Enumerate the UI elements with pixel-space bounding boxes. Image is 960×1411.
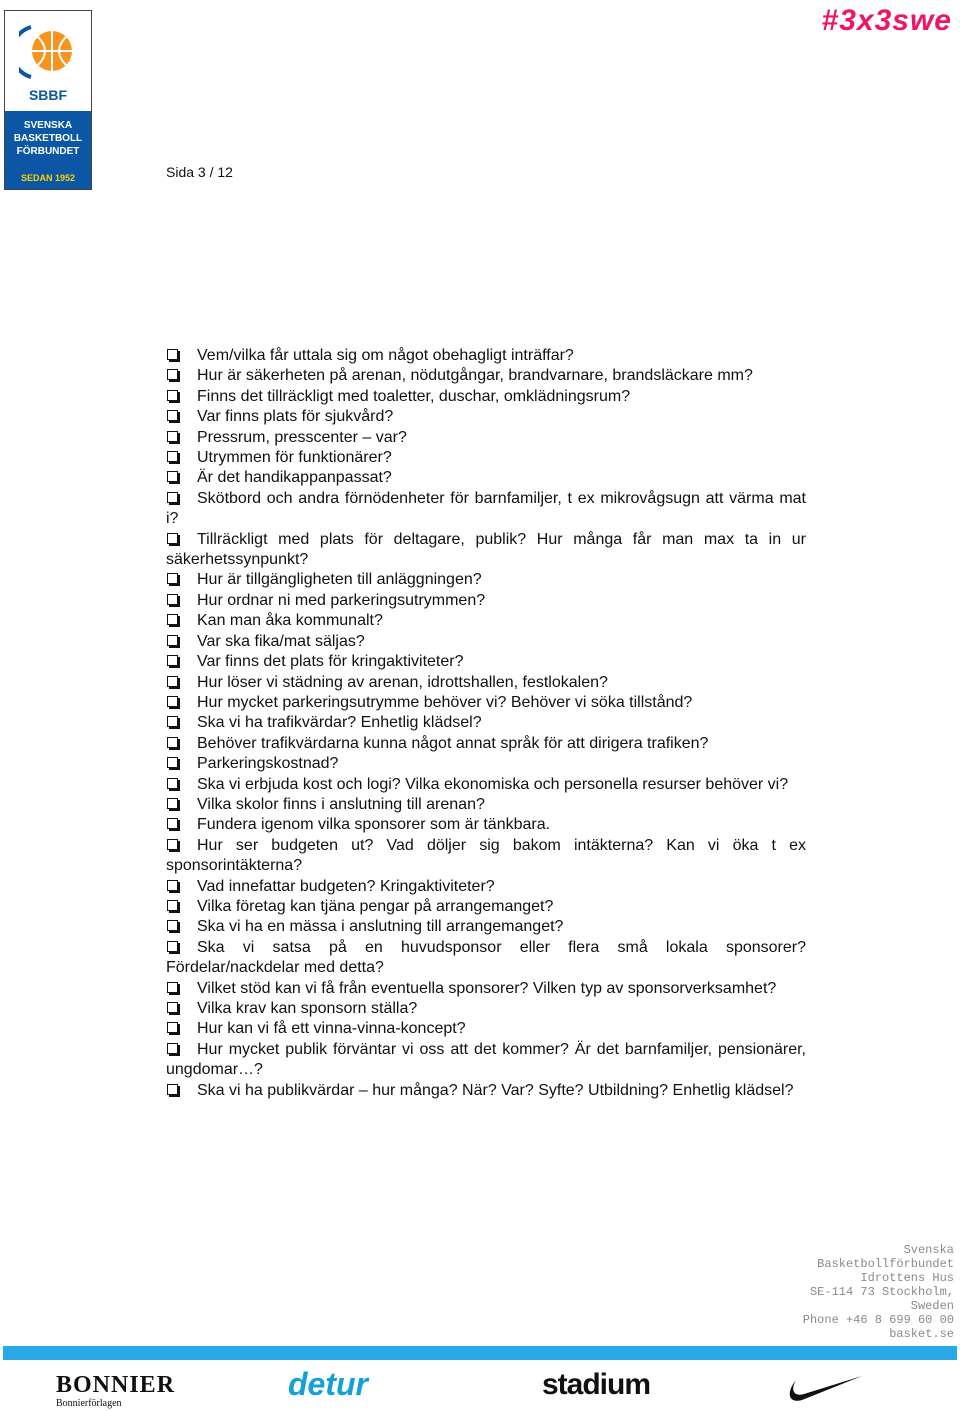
checkbox-icon xyxy=(167,614,178,625)
checklist-item xyxy=(166,734,806,754)
checklist-item-text: Ska vi ha publikvärdar – hur många? När? Var? Syfte? Utbildning? Enhetlig klädsel? xyxy=(197,1081,794,1099)
checklist-item xyxy=(166,1040,806,1081)
sponsor-stadium-logo: stadium xyxy=(542,1368,651,1401)
bonnier-wordmark: BONNIER xyxy=(56,1372,176,1398)
checklist-item-text: Ska vi ha en mässa i anslutning till arrangemanget? xyxy=(197,918,564,936)
checklist-item xyxy=(166,877,806,897)
hashtag: #3x3swe xyxy=(821,4,952,37)
checkbox-icon xyxy=(167,573,178,584)
checklist-item xyxy=(166,836,806,877)
checklist-item-text: Hur är säkerheten på arenan, nödutgångar, brandvarnare, brandsläckare mm? xyxy=(197,367,753,385)
checklist-item-text: Ska vi ha trafikvärdar? Enhetlig klädsel? xyxy=(197,714,482,732)
checklist-item-text: Vem/vilka får uttala sig om något obehagligt inträffar? xyxy=(197,347,574,364)
checklist-item xyxy=(166,530,806,571)
checkbox-icon xyxy=(167,839,178,850)
address-phone: Phone +46 8 699 60 00 xyxy=(802,1313,954,1327)
checkbox-icon xyxy=(167,696,178,707)
logo-name-line: FÖRBUNDET xyxy=(16,146,80,157)
page-number: Sida 3 / 12 xyxy=(166,164,233,180)
logo-name xyxy=(5,119,91,158)
checkbox-icon xyxy=(167,1022,178,1033)
checklist-item-text: Hur är tillgängligheten till anläggningen? xyxy=(197,571,482,589)
checklist-item-text: Vad innefattar budgeten? Kringaktiviteter? xyxy=(197,877,495,895)
address-line: Basketbollförbundet xyxy=(817,1257,954,1271)
checkbox-icon xyxy=(167,369,178,380)
checklist-item xyxy=(166,815,806,835)
checklist-item-text: Tillräckligt med plats för deltagare, publik? Hur många får man max ta in ur säkerhetssynpunkt? xyxy=(166,530,806,569)
address-line: Idrottens Hus xyxy=(860,1271,954,1285)
checklist-item-text: Hur ser budgeten ut? Vad döljer sig bakom intäkterna? Kan vi öka t ex sponsorintäkterna? xyxy=(166,836,806,875)
checkbox-icon xyxy=(167,941,178,952)
checklist-item-text: Skötbord och andra förnödenheter för barnfamiljer, t ex mikrovågsugn att värma mat i? xyxy=(166,489,806,528)
checkbox-icon xyxy=(167,880,178,891)
footer-divider xyxy=(3,1346,957,1360)
checklist-item-text: Vilka skolor finns i anslutning till arenan? xyxy=(197,795,485,813)
sponsor-bonnier-logo xyxy=(56,1372,175,1409)
checklist-item-text: Hur mycket publik förväntar vi oss att det kommer? Är det barnfamiljer, pensionärer, ungdomar…? xyxy=(166,1040,806,1079)
checkbox-icon xyxy=(167,818,178,829)
checklist-item xyxy=(166,407,806,427)
sponsor-detur-logo: detur xyxy=(288,1366,368,1402)
checklist-item-text: Utrymmen för funktionärer? xyxy=(197,449,392,467)
address-line: Svenska xyxy=(903,1243,954,1257)
checklist-item xyxy=(166,795,806,815)
checkbox-icon xyxy=(167,900,178,911)
checklist-item-text: Finns det tillräckligt med toaletter, duschar, omklädningsrum? xyxy=(197,387,631,405)
checkbox-icon xyxy=(167,594,178,605)
checklist-item xyxy=(166,468,806,488)
checkbox-icon xyxy=(167,737,178,748)
checklist-item xyxy=(166,673,806,693)
checklist-item-text: Hur löser vi städning av arenan, idrottshallen, festlokalen? xyxy=(197,673,608,691)
bonnier-subtitle: Bonnierförlagen xyxy=(56,1398,122,1409)
sbbf-logo xyxy=(4,10,92,190)
checklist-item-text: Fundera igenom vilka sponsorer som är tänkbara. xyxy=(197,816,551,834)
checklist-item xyxy=(166,570,806,590)
checkbox-icon xyxy=(167,676,178,687)
checklist-item-text: Ska vi satsa på en huvudsponsor eller flera små lokala sponsorer? Fördelar/nackdelar med detta? xyxy=(166,938,806,977)
checklist-item xyxy=(166,897,806,917)
checklist-item xyxy=(166,754,806,774)
checklist-item-text: Hur ordnar ni med parkeringsutrymmen? xyxy=(197,591,486,609)
checkbox-icon xyxy=(167,655,178,666)
nike-swoosh-icon xyxy=(784,1372,864,1406)
checklist-item xyxy=(166,693,806,713)
checklist-item xyxy=(166,775,806,795)
checklist-item-text: Hur kan vi få ett vinna-vinna-koncept? xyxy=(197,1020,466,1038)
checkbox-icon xyxy=(167,492,178,503)
checkbox-icon xyxy=(167,635,178,646)
checkbox-icon xyxy=(167,471,178,482)
address-line: SE-114 73 Stockholm, xyxy=(809,1285,954,1299)
logo-name-line: SVENSKA xyxy=(23,120,73,131)
checklist-item xyxy=(166,999,806,1019)
checkbox-icon xyxy=(167,410,178,421)
checklist-item-text: Var finns det plats för kringaktiviteter? xyxy=(197,653,464,671)
checklist-item xyxy=(166,713,806,733)
checklist-item xyxy=(166,611,806,631)
checklist-item xyxy=(166,1081,806,1101)
checkbox-icon xyxy=(167,1002,178,1013)
checklist-item-text: Vilket stöd kan vi få från eventuella sponsorer? Vilken typ av sponsorverksamhet? xyxy=(197,979,777,997)
checkbox-icon xyxy=(167,431,178,442)
checklist-item xyxy=(166,979,806,999)
checklist-item xyxy=(166,387,806,407)
checklist-item-text: Ska vi erbjuda kost och logi? Vilka ekonomiska och personella resurser behöver vi? xyxy=(197,775,789,793)
checklist-item-text: Är det handikappanpassat? xyxy=(197,469,392,487)
checklist-item xyxy=(166,1019,806,1039)
checkbox-icon xyxy=(167,757,178,768)
checkbox-icon xyxy=(167,533,178,544)
checkbox-icon xyxy=(167,1084,178,1095)
checklist-item xyxy=(166,632,806,652)
checklist-item-text: Vilka krav kan sponsorn ställa? xyxy=(197,1000,418,1017)
logo-since: SEDAN 1952 xyxy=(20,173,76,183)
checklist-item xyxy=(166,917,806,937)
logo-name-line: BASKETBOLL xyxy=(13,133,83,144)
checklist-item xyxy=(166,938,806,979)
checkbox-icon xyxy=(167,982,178,993)
checklist-item-text: Var finns plats för sjukvård? xyxy=(197,408,394,426)
checkbox-icon xyxy=(167,451,178,462)
checklist-item xyxy=(166,448,806,468)
checklist-item xyxy=(166,428,806,448)
checkbox-icon xyxy=(167,920,178,931)
checklist-item-text: Parkeringskostnad? xyxy=(197,755,339,773)
footer-address xyxy=(803,1243,954,1341)
checklist-item-text: Pressrum, presscenter – var? xyxy=(197,428,407,446)
sponsor-nike-logo xyxy=(784,1372,864,1411)
checklist-item xyxy=(166,652,806,672)
checklist-item-text: Behöver trafikvärdarna kunna något annat språk för att dirigera trafiken? xyxy=(197,734,709,752)
checklist-item xyxy=(166,366,806,386)
address-line: Sweden xyxy=(910,1299,954,1313)
checklist xyxy=(166,346,806,1101)
checkbox-icon xyxy=(167,798,178,809)
checklist-item-text: Vilka företag kan tjäna pengar på arrangemanget? xyxy=(197,897,554,915)
checkbox-icon xyxy=(167,716,178,727)
logo-abbreviation: SBBF xyxy=(28,87,68,103)
checkbox-icon xyxy=(167,1043,178,1054)
checkbox-icon xyxy=(167,778,178,789)
checklist-item xyxy=(166,346,806,366)
basketball-icon xyxy=(19,17,79,85)
address-website: basket.se xyxy=(889,1327,954,1341)
checkbox-icon xyxy=(167,349,178,360)
checklist-item-text: Var ska fika/mat säljas? xyxy=(197,632,365,650)
checklist-item xyxy=(166,591,806,611)
checklist-item xyxy=(166,489,806,530)
checklist-item-text: Kan man åka kommunalt? xyxy=(197,612,383,630)
checkbox-icon xyxy=(167,390,178,401)
checklist-item-text: Hur mycket parkeringsutrymme behöver vi? Behöver vi söka tillstånd? xyxy=(197,693,693,711)
